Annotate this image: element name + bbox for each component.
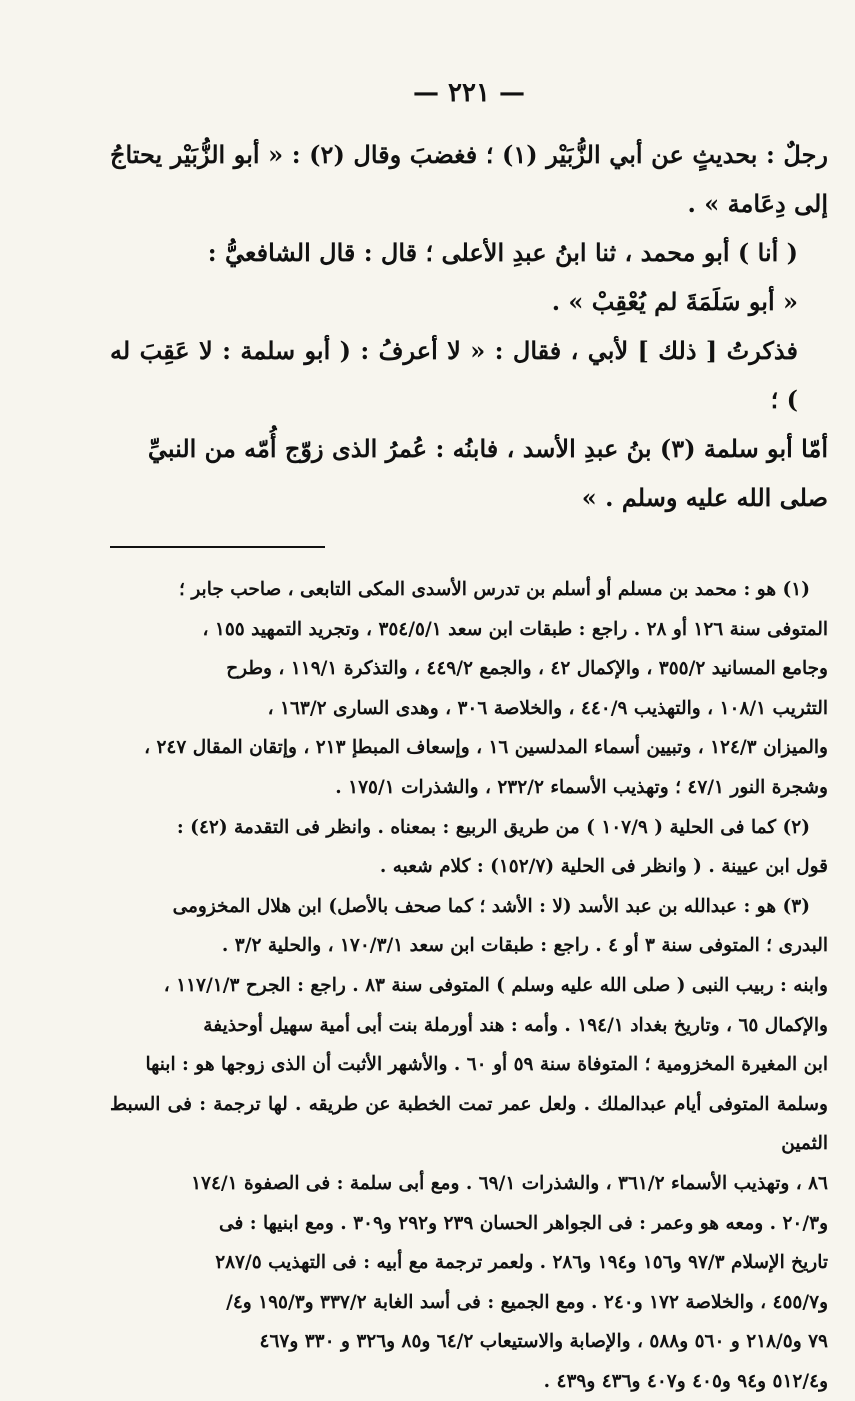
main-line: « أبو سَلَمَةَ لم يُعْقِبْ » . bbox=[551, 287, 798, 316]
footnote-line: تاريخ الإسلام ٩٧/٣ و١٥٦ و١٩٤ و٢٨٦ . ولعمر ترجمة مع أبيه : فى التهذيب ٢٨٧/٥ bbox=[215, 1252, 828, 1274]
footnote-line: و٢٠/٣ . ومعه هو وعمر : فى الجواهر الحسان ٢٣٩ و٢٩٢ و٣٠٩ . ومع ابنيها : فى bbox=[219, 1212, 828, 1234]
footnote-line: والإكمال ٦٥ ، وتاريخ بغداد ١٩٤/١ . وأمه : هند أورملة بنت أبى أمية سهيل أوحذيفة bbox=[203, 1014, 828, 1036]
footnote-line: البدرى ؛ المتوفى سنة ٣ أو ٤ . راجع : طبقات ابن سعد ١٧٠/٣/١ ، والحلية ٣/٢ . bbox=[221, 935, 828, 957]
footnote-line: التثريب ١٠٨/١ ، والتهذيب ٤٤٠/٩ ، والخلاصة ٣٠٦ ، وهدى السارى ١٦٣/٢ ، bbox=[267, 697, 828, 719]
main-text bbox=[110, 130, 828, 522]
main-line: صلى الله عليه وسلم . » bbox=[581, 483, 828, 512]
footnote-separator bbox=[110, 546, 325, 548]
footnote-line: ٨٦ ، وتهذيب الأسماء ٣٦١/٢ ، والشذرات ٦٩/١ . ومع أبى سلمة : فى الصفوة ١٧٤/١ bbox=[191, 1172, 828, 1194]
footnote-line: (١) هو : محمد بن مسلم أو أسلم بن تدرس الأسدى المكى التابعى ، صاحب جابر ؛ bbox=[179, 579, 810, 600]
footnote-line: ابن المغيرة المخزومية ؛ المتوفاة سنة ٥٩ أو ٦٠ . والأشهر الأثبت أن الذى زوجها هو : ابنها bbox=[145, 1054, 828, 1076]
main-line: فذكرتُ [ ذلك ] لأبي ، فقال : « لا أعرفُ : ( أبو سلمة : لا عَقِبَ له ) ؛ bbox=[110, 336, 798, 414]
main-line: رجلٌ : بحديثٍ عن أبي الزُّبَيْر (١) ؛ فغضبَ وقال (٢) : « أبو الزُّبَيْر يحتاجُ إلى دِعَامة » . bbox=[110, 140, 829, 218]
footnote-line: و٤٥٥/٧ ، والخلاصة ١٧٢ و٢٤٠ . ومع الجميع : فى أسد الغابة ٣٣٧/٢ و١٩٥/٣ و٤/ bbox=[226, 1291, 828, 1313]
footnote-line: وابنه : ربيب النبى ( صلى الله عليه وسلم ) المتوفى سنة ٨٣ . راجع : الجرح ١١٧/١/٣ ، bbox=[163, 974, 828, 996]
footnote-line: المتوفى سنة ١٢٦ أو ٢٨ . راجع : طبقات ابن سعد ٣٥٤/٥/١ ، وتجريد التمهيد ١٥٥ ، bbox=[202, 618, 828, 640]
main-line: أمّا أبو سلمة (٣) بنُ عبدِ الأسد ، فابنُه : عُمرُ الذى زوّج أُمّه من النبيِّ bbox=[147, 434, 828, 463]
footnote-line: وسلمة المتوفى أيام عبدالملك . ولعل عمر تمت الخطبة عن طريقه . لها ترجمة : فى السبط الثمين bbox=[110, 1093, 828, 1155]
main-line: ( أنا ) أبو محمد ، ثنا ابنُ عبدِ الأعلى ؛ قال : قال الشافعيُّ : bbox=[207, 238, 798, 267]
footnote-line: (٢) كما فى الحلية ( ١٠٧/٩ ) من طريق الربيع : بمعناه . وانظر فى التقدمة (٤٢) : bbox=[176, 816, 810, 838]
footnote-line: و٥١٢/٤ و٩٤ و٤٠٥ و٤٠٧ و٤٣٦ و٤٣٩ . bbox=[543, 1370, 828, 1392]
book-page bbox=[110, 78, 828, 1401]
page-number: — ٢٢١ — bbox=[412, 78, 526, 108]
footnote-line: (٣) هو : عبدالله بن عبد الأسد (لا : الأشد ؛ كما صحف بالأصل) ابن هلال المخزومى bbox=[172, 895, 810, 917]
footnote-line: وشجرة النور ٤٧/١ ؛ وتهذيب الأسماء ٢٣٢/٢ ، والشذرات ١٧٥/١ . bbox=[335, 776, 828, 798]
footnotes bbox=[110, 570, 828, 1401]
footnote-line: ٧٩ و٢١٨/٥ و ٥٦٠ و٥٨٨ ، والإصابة والاستيعاب ٦٤/٢ و٨٥ و٣٢٦ و ٣٣٠ و٤٦٧ bbox=[259, 1331, 828, 1353]
footnote-line: قول ابن عيينة . ( وانظر فى الحلية (١٥٢/٧) : كلام شعبه . bbox=[379, 856, 828, 878]
footnote-line: وجامع المسانيد ٣٥٥/٢ ، والإكمال ٤٢ ، والجمع ٤٤٩/٢ ، والتذكرة ١١٩/١ ، وطرح bbox=[226, 658, 828, 680]
footnote-line: والميزان ١٢٤/٣ ، وتبيين أسماء المدلسين ١٦ ، وإسعاف المبطإ ٢١٣ ، وإتقان المقال ٢٤٧ ، bbox=[144, 737, 828, 759]
